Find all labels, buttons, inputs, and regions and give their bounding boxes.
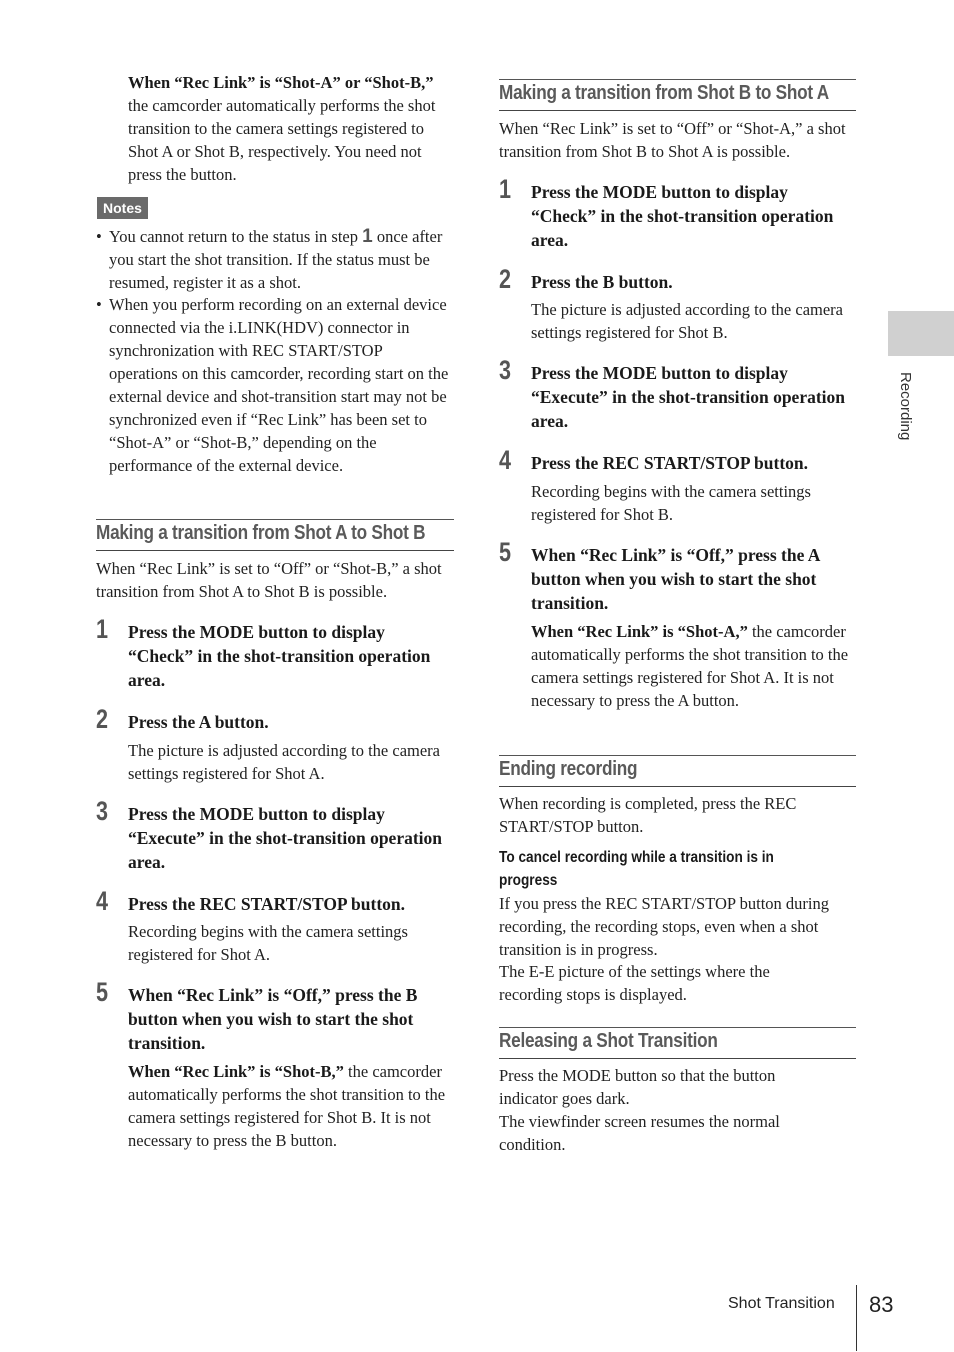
step-title: Press the A button. [128, 712, 269, 732]
note-item-2 [96, 293, 453, 477]
section-title-ending: Ending recording [499, 758, 638, 780]
step-number: 1 [499, 174, 512, 204]
step-title: Press the MODE button to display “Check” in the shot-transition operation area. [531, 182, 834, 250]
step-title: Press the MODE button to display “Execute” in the shot-transition operation area. [128, 804, 443, 872]
step-body [531, 620, 857, 712]
step-body: Recording begins with the camera settings registered for Shot B. [531, 482, 811, 524]
step-number: 2 [499, 264, 512, 294]
note-1-post: once after you start the shot transition. If the status must be resumed, register it as a shot. [109, 227, 443, 292]
step-title: Press the MODE button to display “Check” in the shot-transition operation area. [128, 622, 431, 690]
step-body-lead: When “Rec Link” is “Shot-A,” [531, 622, 748, 641]
step-number: 5 [96, 977, 109, 1007]
step-title: Press the B button. [531, 272, 673, 292]
step-title: Press the REC START/STOP button. [531, 453, 809, 473]
section-rule-bottom [96, 550, 454, 551]
step-number: 4 [96, 886, 109, 916]
notes-label: Notes [97, 197, 148, 219]
section-title-releasing: Releasing a Shot Transition [499, 1030, 718, 1052]
intro-lead: When “Rec Link” is “Shot-A” or “Shot-B,” [128, 73, 434, 92]
section-rule-bottom [499, 1058, 856, 1059]
step-number: 3 [96, 796, 109, 826]
step-body-lead: When “Rec Link” is “Shot-B,” [128, 1062, 344, 1081]
chapter-tab-label: Recording [897, 372, 914, 441]
note-2-text: When you perform recording on an external device connected via the i.LINK(HDV) connector in synchronization with REC START/STOP operations on this camcorder, recording start on the external device and shot-transition start may not be synchronized even if “Rec Link” has been set to “Shot-A” or “Shot-B,” depending on the performance of the external device. [109, 295, 449, 475]
step-number: 1 [96, 614, 109, 644]
note-1-step: 1 [362, 226, 373, 247]
step-number: 2 [96, 704, 109, 734]
cancel-subheading: To cancel recording while a transition is in progress [499, 849, 774, 889]
section-title-b-to-a: Making a transition from Shot B to Shot A [499, 82, 829, 104]
step-body: Recording begins with the camera settings registered for Shot A. [128, 922, 408, 964]
note-item-1 [96, 225, 443, 294]
chapter-tab [888, 311, 954, 356]
cancel-paragraph-1: If you press the REC START/STOP button during recording, the recording stops, even when a shot transition is in progress. [499, 894, 829, 959]
section-rule-bottom [499, 786, 856, 787]
step-title: Press the MODE button to display “Execute” in the shot-transition operation area. [531, 363, 846, 431]
page-number: 83 [869, 1292, 894, 1317]
step-number: 4 [499, 445, 512, 475]
footer-section-title: Shot Transition [728, 1295, 835, 1312]
release-paragraph-1: Press the MODE button so that the button indicator goes dark. [499, 1066, 776, 1108]
section-intro-a-to-b: When “Rec Link” is set to “Off” or “Shot-B,” a shot transition from Shot A to Shot B is possible. [96, 559, 442, 601]
step-number: 3 [499, 355, 512, 385]
cancel-paragraph-2: The E-E picture of the settings where the recording stops is displayed. [499, 962, 770, 1004]
intro-rest: the camcorder automatically performs the shot transition to the camera settings registered to Shot A or Shot B, respectively. You need not press the button. [128, 96, 436, 184]
release-paragraph-2: The viewfinder screen resumes the normal condition. [499, 1112, 780, 1154]
step-title: Press the REC START/STOP button. [128, 894, 406, 914]
note-1-pre: You cannot return to the status in step [109, 227, 363, 246]
bullet-icon: • [96, 295, 102, 314]
step-title: When “Rec Link” is “Off,” press the A button when you wish to start the shot transition. [531, 545, 820, 613]
step-body: The picture is adjusted according to the camera settings registered for Shot A. [128, 741, 440, 783]
ending-intro: When recording is completed, press the REC START/STOP button. [499, 794, 797, 836]
step-body: The picture is adjusted according to the camera settings registered for Shot B. [531, 300, 843, 342]
step-body [128, 1060, 454, 1152]
step-number: 5 [499, 537, 512, 567]
section-intro-b-to-a: When “Rec Link” is set to “Off” or “Shot-A,” a shot transition from Shot B to Shot A is possible. [499, 119, 846, 161]
bullet-icon: • [96, 227, 102, 246]
left-intro [128, 71, 456, 186]
section-title-a-to-b: Making a transition from Shot A to Shot B [96, 522, 426, 544]
step-title: When “Rec Link” is “Off,” press the B button when you wish to start the shot transition. [128, 985, 418, 1053]
footer-divider [856, 1285, 857, 1351]
section-rule-bottom [499, 110, 856, 111]
step-body-rest: the camcorder automatically performs the shot transition to the camera settings registered for Shot B. It is not necessary to press the B button. [128, 1062, 446, 1150]
step-body-rest: the camcorder automatically performs the shot transition to the camera settings registered for Shot A. It is not necessary to press the A button. [531, 622, 849, 710]
